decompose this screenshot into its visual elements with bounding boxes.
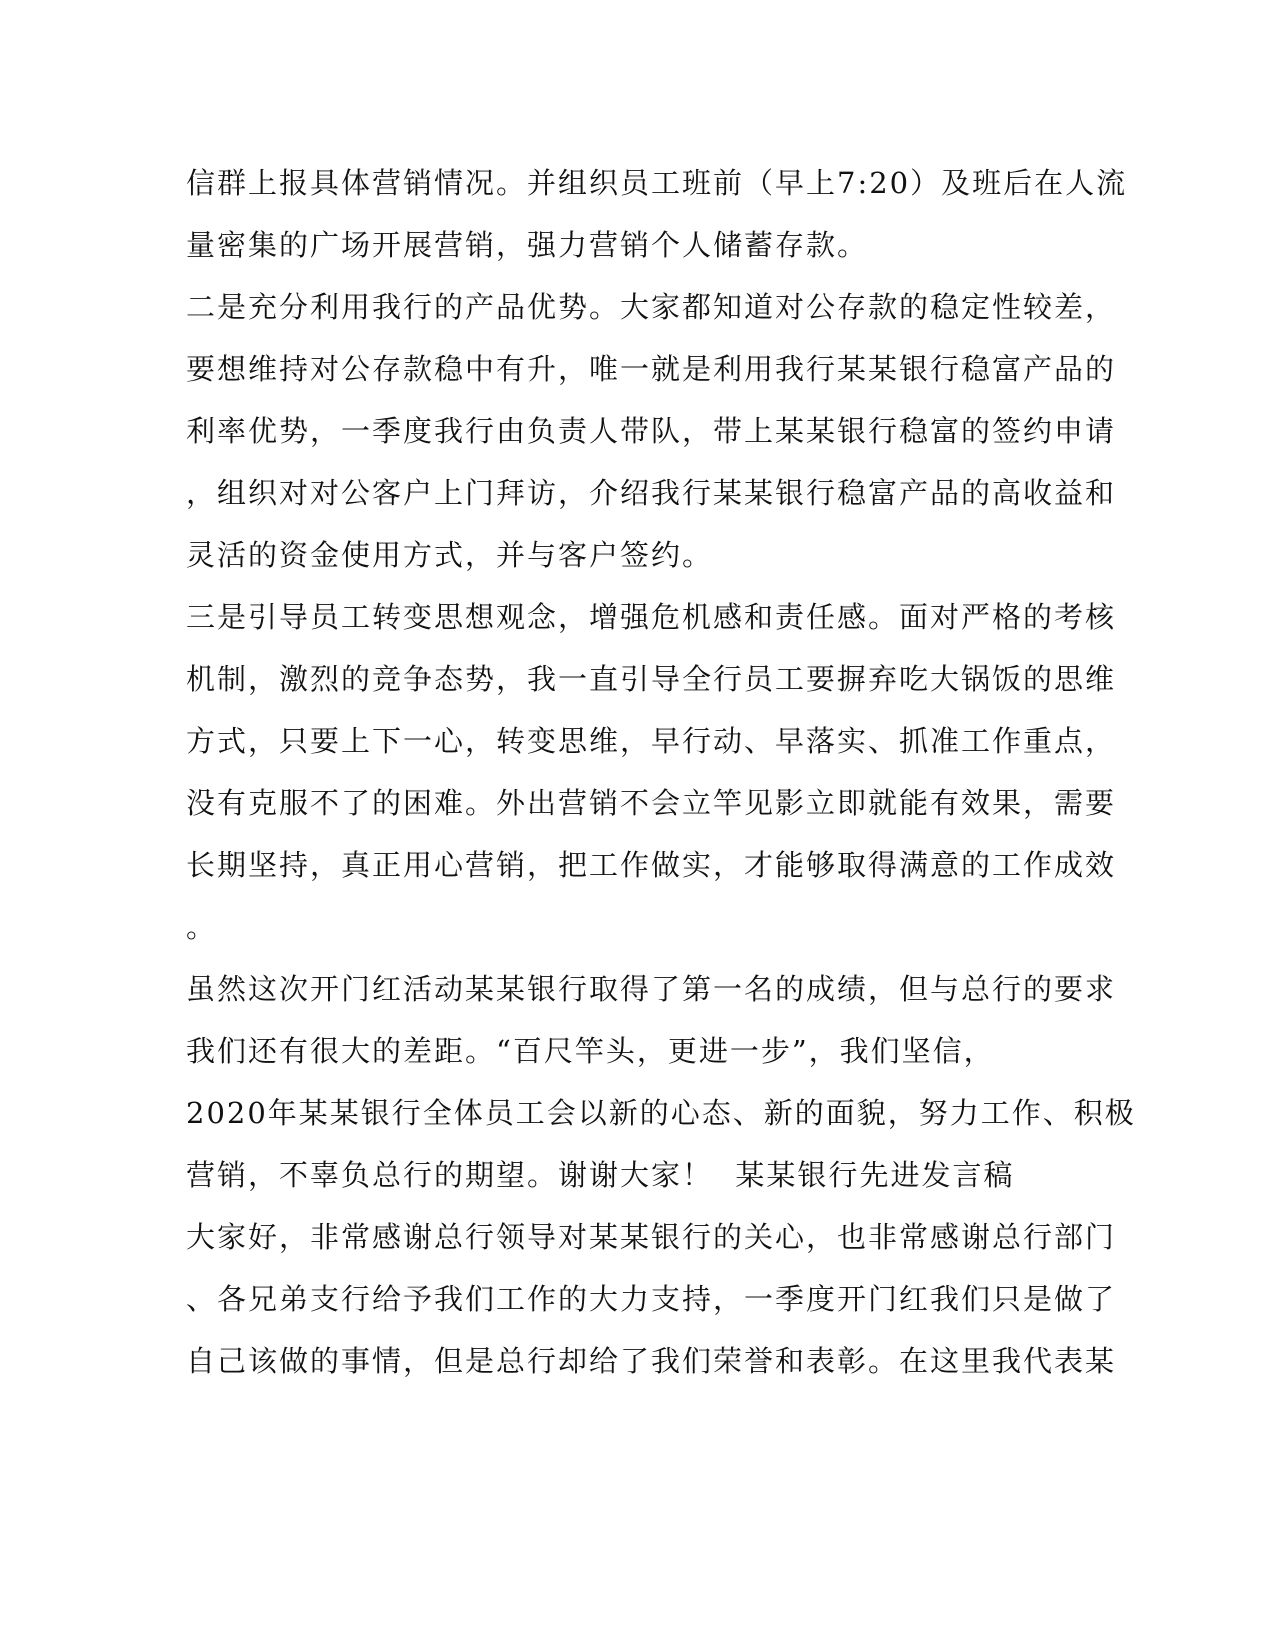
text-line: 2020年某某银行全体员工会以新的心态、新的面貌，努力工作、积极 — [186, 1096, 1136, 1130]
text-line: 方式，只要上下一心，转变思维，早行动、早落实、抓准工作重点， — [186, 724, 1117, 758]
text-line: 、各兄弟支行给予我们工作的大力支持，一季度开门红我们只是做了 — [186, 1282, 1117, 1316]
text-line: 量密集的广场开展营销，强力营销个人储蓄存款。 — [186, 228, 869, 262]
text-line: 机制，激烈的竞争态势，我一直引导全行员工要摒弃吃大锅饭的思维 — [186, 662, 1117, 696]
text-line: 要想维持对公存款稳中有升，唯一就是利用我行某某银行稳富产品的 — [186, 352, 1117, 386]
text-line: 信群上报具体营销情况。并组织员工班前（早上7:20）及班后在人流 — [186, 166, 1128, 200]
text-line: 没有克服不了的困难。外出营销不会立竿见影立即就能有效果，需要 — [186, 786, 1117, 820]
text-line: 。 — [186, 910, 218, 944]
text-line: 自己该做的事情，但是总行却给了我们荣誉和表彰。在这里我代表某 — [186, 1344, 1117, 1378]
document-body — [186, 152, 1136, 1392]
text-line: ，组织对对公客户上门拜访，介绍我行某某银行稳富产品的高收益和 — [186, 476, 1117, 510]
text-line: 二是充分利用我行的产品优势。大家都知道对公存款的稳定性较差， — [186, 290, 1117, 324]
text-line: 利率优势，一季度我行由负责人带队，带上某某银行稳富的签约申请 — [186, 414, 1117, 448]
text-line: 营销，不辜负总行的期望。谢谢大家！ 某某银行先进发言稿 — [186, 1158, 1015, 1192]
text-line: 我们还有很大的差距。“百尺竿头，更进一步”，我们坚信， — [186, 1034, 995, 1068]
text-line: 长期坚持，真正用心营销，把工作做实，才能够取得满意的工作成效 — [186, 848, 1117, 882]
text-line: 三是引导员工转变思想观念，增强危机感和责任感。面对严格的考核 — [186, 600, 1117, 634]
text-line: 灵活的资金使用方式，并与客户签约。 — [186, 538, 714, 572]
text-line: 虽然这次开门红活动某某银行取得了第一名的成绩，但与总行的要求 — [186, 972, 1117, 1006]
text-line: 大家好，非常感谢总行领导对某某银行的关心，也非常感谢总行部门 — [186, 1220, 1117, 1254]
